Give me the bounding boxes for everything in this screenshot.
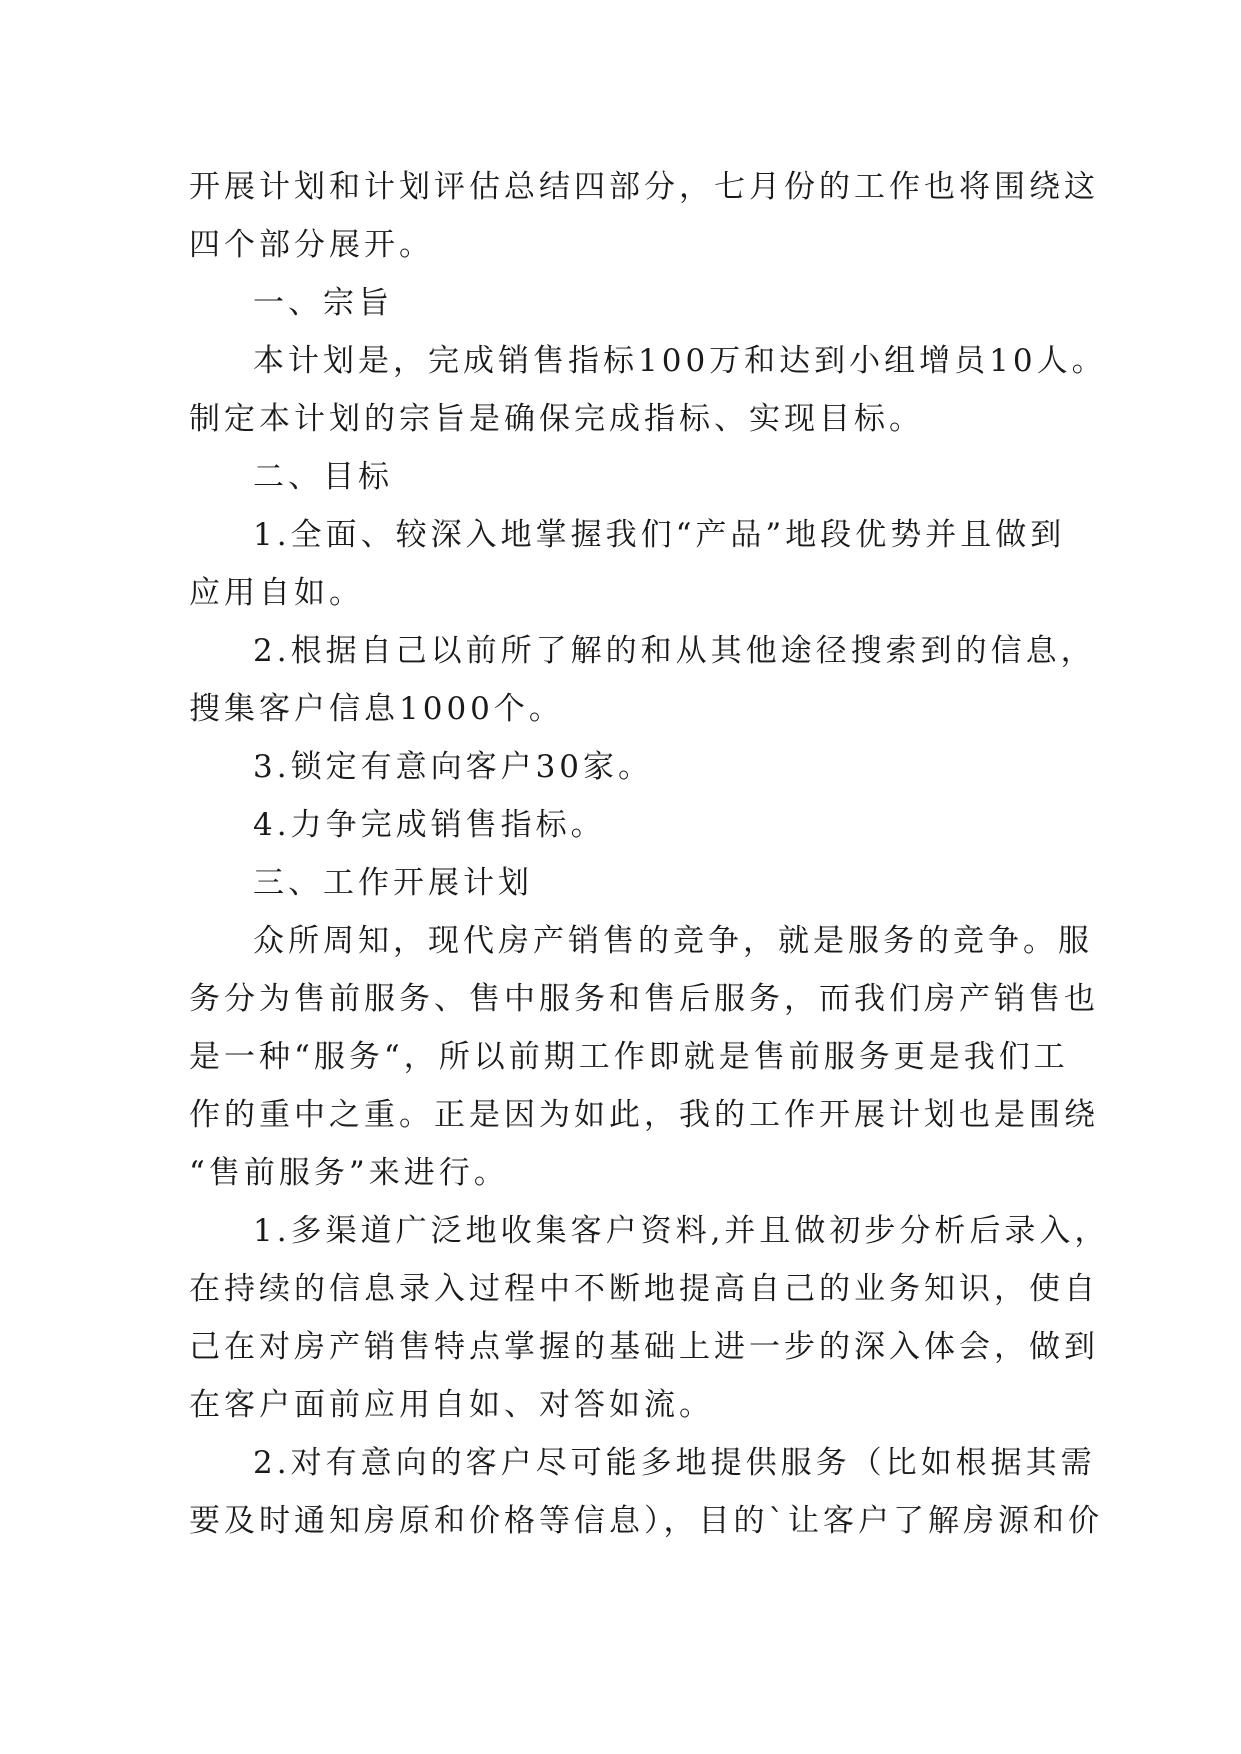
text-line: 要及时通知房原和价格等信息），目的`让客户了解房源和价: [189, 1503, 1103, 1539]
list-item: 1.多渠道广泛地收集客户资料,并且做初步分析后录入，: [253, 1213, 1110, 1249]
list-item: 1.全面、较深入地掌握我们“产品”地段优势并且做到: [253, 517, 1066, 553]
text-line: 搜集客户信息1000个。: [189, 691, 564, 727]
text-line: 在客户面前应用自如、对答如流。: [189, 1387, 714, 1423]
text-line: 众所周知，现代房产销售的竞争，就是服务的竞争。服: [253, 923, 1093, 959]
text-line: 应用自如。: [189, 575, 364, 611]
section-heading-purpose: 一、宗旨: [253, 285, 393, 321]
text-line: 开展计划和计划评估总结四部分，七月份的工作也将围绕这: [189, 169, 1099, 205]
text-line: 务分为售前服务、售中服务和售后服务，而我们房产销售也: [189, 981, 1099, 1017]
text-line: “售前服务”来进行。: [189, 1155, 509, 1191]
text-line: 在持续的信息录入过程中不断地提高自己的业务知识，使自: [189, 1271, 1099, 1307]
text-line: 四个部分展开。: [189, 227, 434, 263]
text-line: 是一种“服务“，所以前期工作即就是售前服务更是我们工: [189, 1039, 1069, 1075]
list-item: 3.锁定有意向客户30家。: [253, 749, 654, 785]
text-line: 制定本计划的宗旨是确保完成指标、实现目标。: [189, 401, 924, 437]
text-line: 己在对房产销售特点掌握的基础上进一步的深入体会，做到: [189, 1329, 1099, 1365]
list-item: 2.根据自己以前所了解的和从其他途径搜索到的信息，: [253, 633, 1096, 669]
text-line: 作的重中之重。正是因为如此，我的工作开展计划也是围绕: [189, 1097, 1099, 1133]
document-body: [189, 158, 1110, 1550]
list-item: 2.对有意向的客户尽可能多地提供服务（比如根据其需: [253, 1445, 1096, 1481]
text-line: 本计划是，完成销售指标100万和达到小组增员10人。: [253, 343, 1107, 379]
section-heading-goals: 二、目标: [253, 459, 393, 495]
list-item: 4.力争完成销售指标。: [253, 807, 606, 843]
section-heading-work-plan: 三、工作开展计划: [253, 865, 533, 901]
